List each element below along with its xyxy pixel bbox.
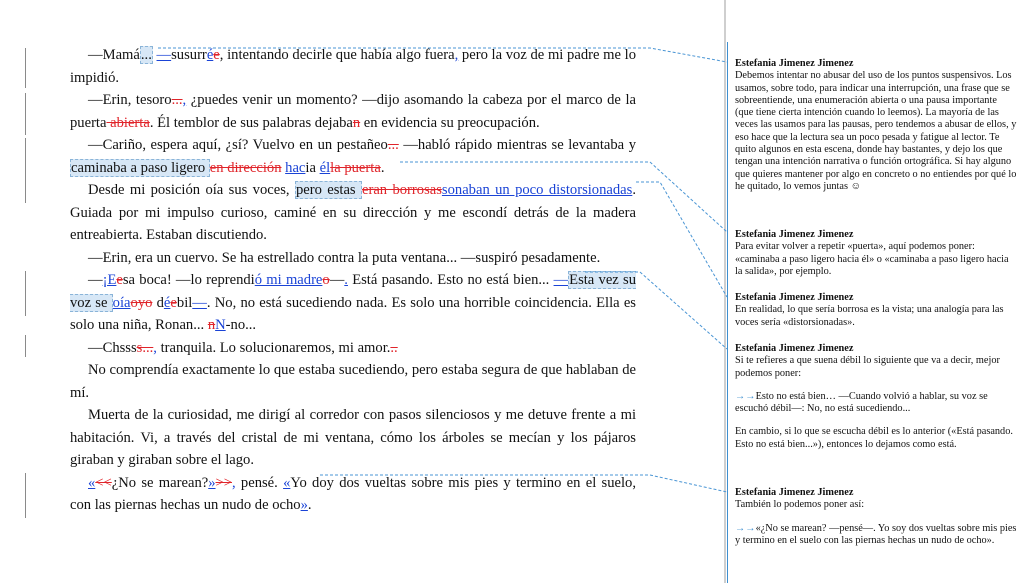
deleted-text[interactable]: n <box>207 317 216 333</box>
paragraph[interactable] <box>70 89 636 134</box>
deleted-text[interactable]: >> <box>215 474 232 491</box>
text-run: No, no está sucediendo nada. Es solo una horrible coincidencia. Ella es solo una niña, Ronan... <box>70 294 636 333</box>
comment-spacer <box>735 380 1017 391</box>
inserted-text[interactable]: » <box>300 497 308 513</box>
text-run: —habló rápido mientras se levantaba y <box>398 137 636 153</box>
text-run: . Guiada por mi impulso curioso, caminé en su dirección y me escondí detrás de la madera entreabierta. Estaban discutiendo. <box>70 182 636 243</box>
text-run: Desde mi posición oía sus voces, <box>88 182 295 198</box>
comment-4[interactable] <box>735 343 1017 451</box>
inserted-text[interactable]: sonaban un poco distorsionadas <box>441 182 633 198</box>
inserted-text[interactable]: , <box>231 474 236 491</box>
deleted-text[interactable]: o <box>322 272 330 288</box>
paragraph[interactable] <box>70 472 636 517</box>
text-run: Muerta de la curiosidad, me dirigí al corredor con pasos silenciosos y me detuve frente a mi habitación. Vi, a través del cristal de mi ventana, cómo los árboles se mecían y los pájaros giraban y giraban sobre el lago. <box>70 407 636 468</box>
commented-text[interactable]: Esta vez su voz se <box>70 272 636 311</box>
comment-author: Estefania Jimenez Jimenez <box>735 487 854 498</box>
comment-text: →→Esto no está bien… —Cuando volvió a hablar, su voz se escuchó débil—: No, no está sucediendo... <box>735 390 988 415</box>
deleted-text[interactable]: abierta <box>106 114 150 131</box>
document-body[interactable] <box>70 44 636 517</box>
comment-text: En cambio, si lo que se escucha débil es lo anterior («Está pasando. Esto no está bien...»), entonces lo dejamos como está. <box>735 426 1013 450</box>
comment-text: En realidad, lo que sería borrosa es la vista; una analogía para las voces sería «distorsionadas». <box>735 304 1004 328</box>
inserted-text[interactable]: oía <box>112 294 131 311</box>
inserted-text[interactable]: él <box>319 159 331 176</box>
comment-author: Estefania Jimenez Jimenez <box>735 229 854 240</box>
inserted-text[interactable]: . <box>344 272 348 288</box>
change-bar <box>25 271 26 316</box>
commented-text[interactable]: ... <box>140 47 152 63</box>
paragraph[interactable] <box>70 247 636 270</box>
paragraph[interactable] <box>70 44 636 89</box>
deleted-text[interactable]: eran borrosas <box>361 182 442 198</box>
text-run: ia <box>305 159 320 176</box>
text-run: pero la voz de mi padre me lo impidió. <box>70 47 636 86</box>
comment-author: Estefania Jimenez Jimenez <box>735 292 854 303</box>
text-run: tranquila. Lo solucionaremos, mi amor. <box>156 339 391 356</box>
comment-1[interactable] <box>735 58 1017 193</box>
comment-author: Estefania Jimenez Jimenez <box>735 58 854 69</box>
inserted-text[interactable]: « <box>88 474 96 491</box>
deleted-text[interactable]: s... <box>136 339 154 356</box>
tab-arrow-icon: →→ <box>735 522 756 534</box>
text-run: —Cariño, espera aquí, ¿sí? Vuelvo en un pestañeo <box>88 137 388 153</box>
change-bar <box>25 335 26 357</box>
text-run: -no... <box>225 317 257 333</box>
text-run: . <box>307 497 312 513</box>
comment-pane-rule <box>727 42 728 583</box>
comment-pane-divider <box>724 0 726 583</box>
text-run: . <box>206 294 211 311</box>
deleted-text[interactable]: e <box>213 47 220 63</box>
text-run: — <box>329 272 345 288</box>
comment-spacer <box>735 415 1017 426</box>
inserted-text[interactable]: é <box>163 294 171 311</box>
text-run: No comprendía exactamente lo que estaba sucediendo, pero estaba segura de que hablaban de mí. <box>70 362 636 401</box>
inserted-text[interactable]: ó mi madre <box>254 272 323 288</box>
inserted-text[interactable]: , <box>454 47 459 63</box>
text-run: ¿No se marean? <box>111 474 209 491</box>
text-run: —Erin, era un cuervo. Se ha estrellado contra la puta ventana... —suspiró pesadamente. <box>88 249 601 266</box>
deleted-text[interactable]: en dirección <box>209 159 282 176</box>
inserted-text[interactable]: « <box>283 474 291 491</box>
inserted-text[interactable]: E <box>107 272 117 288</box>
connector-line <box>636 182 727 297</box>
inserted-text[interactable]: , <box>153 339 157 356</box>
text-run: d <box>152 294 164 311</box>
comment-author: Estefania Jimenez Jimenez <box>735 343 854 354</box>
inserted-text[interactable]: N <box>215 317 226 333</box>
text-run: . <box>380 159 385 176</box>
inserted-text[interactable]: — <box>553 272 569 288</box>
inserted-text[interactable]: , <box>182 92 187 108</box>
paragraph[interactable] <box>70 404 636 472</box>
inserted-text[interactable]: — <box>192 294 207 311</box>
paragraph[interactable] <box>70 337 636 360</box>
commented-text[interactable]: pero estas <box>295 182 361 198</box>
text-run: bil <box>176 294 193 311</box>
text-run: pensé. <box>235 474 284 491</box>
deleted-text[interactable]: ... <box>171 92 183 108</box>
inserted-text[interactable]: — <box>156 47 172 63</box>
comment-text: →→«¿No se marean? —pensé—. Yo soy dos vueltas sobre mis pies y termino en el suelo con las piernas hechas un nudo de ocho». <box>735 522 1017 546</box>
deleted-text[interactable]: e <box>170 294 177 311</box>
paragraph[interactable] <box>70 179 636 247</box>
comment-text: Si te refieres a que suena débil lo siguiente que va a decir, mejor podemos poner: <box>735 355 1000 379</box>
change-bar <box>25 183 26 203</box>
paragraph[interactable] <box>70 134 636 179</box>
inserted-text[interactable]: » <box>208 474 216 491</box>
comment-spacer <box>735 512 1017 523</box>
deleted-text[interactable]: .. <box>390 339 398 356</box>
deleted-text[interactable]: n <box>352 114 361 131</box>
deleted-text[interactable]: la puerta <box>330 159 381 176</box>
text-run: —Erin, tesoro <box>88 92 172 108</box>
comment-2[interactable] <box>735 229 1017 278</box>
text-run: Yo doy dos vueltas sobre mis pies y termino en el suelo, con las piernas hechas un nudo de ocho <box>70 474 636 513</box>
text-run: — <box>88 272 103 288</box>
text-run: . Él temblor de sus palabras dejaba <box>149 114 353 131</box>
tab-arrow-icon: →→ <box>735 390 756 402</box>
commented-text[interactable]: caminaba a paso ligero <box>71 159 209 176</box>
text-run: en evidencia su preocupación. <box>360 114 540 131</box>
comment-text: También lo podemos poner así: <box>735 499 865 511</box>
text-run: —Chsss <box>88 339 137 356</box>
text-run: sa boca! —lo reprendi <box>122 272 255 288</box>
text-run: , intentando decirle que había algo fuera <box>219 47 455 63</box>
change-bar <box>25 93 26 135</box>
change-bar <box>25 138 26 183</box>
paragraph[interactable] <box>70 269 636 337</box>
text-run: ¿puedes venir un momento? —dijo asomando la cabeza por el marco de la puerta <box>70 92 636 131</box>
deleted-text[interactable]: oyo <box>130 294 153 311</box>
deleted-text[interactable]: ... <box>387 137 399 153</box>
text-run: Está pasando. Esto no está bien... <box>347 272 554 288</box>
deleted-text[interactable]: << <box>95 474 112 491</box>
change-bar <box>25 473 26 518</box>
comment-text: Para evitar volver a repetir «puerta», aquí podemos poner: «caminaba a paso ligero hacia él» o «caminaba a paso ligero hacia la salida», por ejemplo. <box>735 241 1009 277</box>
comment-text: Debemos intentar no abusar del uso de los puntos suspensivos. Los usamos, sobre todo, para indicar una interrupción, una frase que se sobreentiende, una enumeración abierta o una pausa importante (que tiene cierta intención cuando lo leemos). La mayoría de las veces las usamos para las pausas, pero tendemos a abusar de ellos, y eso hace que la lectura sea un poco pesada y fatigue al lector. Te quito algunos en esta escena, donde hay bastantes, y dejo los que tengan una intención narrativa o función ortográfica. Si hay alguno que quieres mantener por algo en concreto o no entiendes por qué lo he quitado, lo vemos juntas ☺ <box>735 70 1017 192</box>
text-run: susurr <box>171 47 207 63</box>
text-run: —Mamá <box>88 47 140 63</box>
inserted-text[interactable]: é <box>206 47 214 63</box>
deleted-text[interactable]: e <box>116 272 123 288</box>
inserted-text[interactable]: hac <box>285 159 306 176</box>
comment-5[interactable] <box>735 487 1017 547</box>
change-bar <box>25 48 26 88</box>
inserted-text[interactable]: ¡ <box>102 272 108 288</box>
comment-3[interactable] <box>735 292 1017 329</box>
paragraph[interactable] <box>70 359 636 404</box>
